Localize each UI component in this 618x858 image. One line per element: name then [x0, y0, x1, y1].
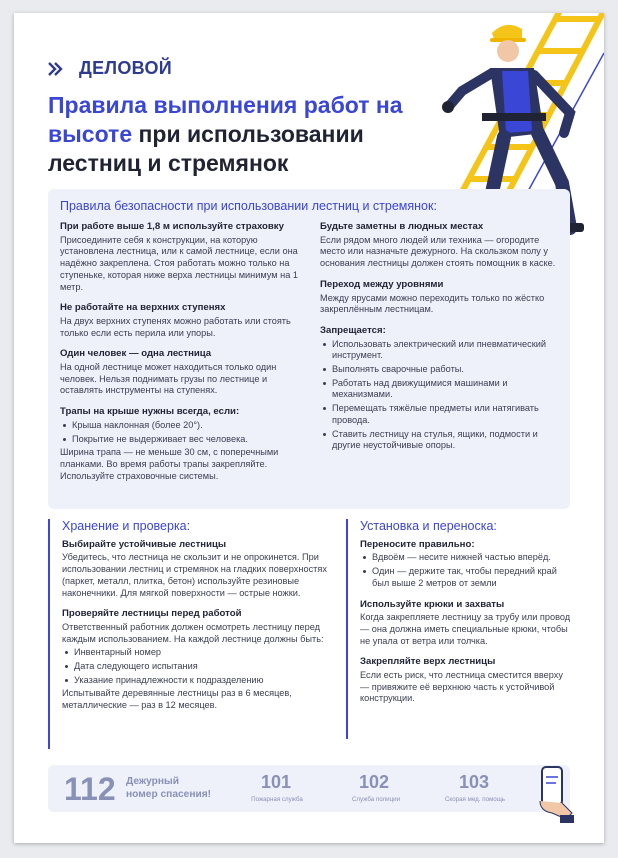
list-item: Крыша наклонная (более 20°). [60, 420, 312, 432]
title-highlight: Правила выполнения работ на высоте [48, 92, 403, 147]
bullet-list [62, 647, 333, 686]
rule-block [60, 302, 312, 339]
rule-text: На двух верхних ступенях можно работать или стоять только если есть перила или упоры. [60, 315, 291, 338]
rule-text: Присоедините себя к конструкции, на которую установлена лестница, или к самой лестнице, если она надёжно закреплена. Стоя работать можно только на ступеньке, которая ниже верха лестницы минимум на 1 метр. [60, 234, 299, 292]
rule-text: Убедитесь, что лестница не скользит и не опрокинется. При использовании лестниц и стремянок на гладких поверхностях (паркет, металл, плитка, бетон) используйте резиновые наконечники. Для мягкой поверхности — острые ножки. [62, 552, 327, 598]
list-item: Указание принадлежности к подразделению [62, 675, 333, 687]
rule-block [62, 539, 333, 600]
rule-block [320, 221, 560, 270]
storage-section [48, 519, 333, 749]
rule-heading: Будьте заметны в людных местах [320, 221, 484, 232]
rule-heading: Один человек — одна лестница [60, 348, 212, 360]
service-number: 101 [261, 772, 292, 792]
rule-text: Если рядом много людей или техника — огородите место или назначьте дежурного. На скользком полу у основания лестницы должен стоять помощник в каске. [320, 234, 556, 269]
rule-text: Испытывайте деревянные лестницы раз в 6 месяцев, металлические — раз в 12 месяцев. [62, 688, 292, 711]
rule-heading: Переход между уровнями [320, 278, 444, 290]
rule-block [360, 656, 571, 705]
title-rest: при использовании лестниц и стремянок [48, 121, 364, 176]
rule-heading: Трапы на крыше нужны всегда, если: [60, 406, 240, 418]
rule-block [62, 608, 333, 712]
main-label-line-2: номер спасения! [126, 788, 212, 800]
phone-in-hand-icon [536, 765, 576, 825]
rule-block [360, 599, 571, 648]
bullet-list [360, 552, 571, 589]
brand-logo [48, 58, 172, 79]
storage-heading: Хранение и проверка: [62, 519, 191, 533]
rule-heading: Не работайте на верхних ступенях [60, 302, 226, 314]
safety-left-column [60, 221, 312, 491]
safety-heading: Правила безопасности при использовании лестниц и стремянок: [60, 199, 437, 213]
rule-block [320, 279, 560, 316]
list-item: Использовать электрический или пневматический инструмент. [320, 339, 560, 362]
rule-block [60, 348, 312, 397]
service-label: Скорая мед. помощь [444, 796, 506, 803]
rule-block [60, 406, 312, 482]
rule-heading: Запрещается: [320, 324, 386, 336]
main-emergency-label [126, 776, 211, 801]
rule-text: На одной лестнице может находиться только один человек. Нельзя поднимать грузы по лестнице и оставлять инструменты на ступенях. [60, 362, 277, 396]
rule-heading: Переносите правильно: [360, 538, 475, 550]
rule-block [320, 325, 560, 452]
list-item: Один — держите так, чтобы передний край был выше 2 метров от земли [360, 566, 571, 589]
bullet-list [320, 339, 560, 452]
service-number: 103 [459, 772, 490, 792]
main-emergency-number: 112 [64, 771, 116, 807]
list-item: Работать над движущимися машинами и механизмами. [320, 378, 560, 401]
rule-text: Когда закрепляете лестницу за трубу или провод — она должна иметь специальные крюки, чтобы не упала от ветра или толчка. [360, 612, 571, 646]
install-section [346, 519, 571, 739]
rule-text: Ширина трапа — не меньше 30 см, с поперечными планками. Во время работы трапы закрепляйте. Используйте страховочные системы. [60, 447, 279, 481]
brand-name: ДЕЛОВОЙ [79, 58, 173, 78]
rule-heading: При работе выше 1,8 м используйте страховку [60, 221, 284, 232]
list-item: Выполнять сварочные работы. [320, 364, 560, 376]
list-item: Вдвоём — несите нижней частью вперёд. [360, 552, 571, 564]
main-label-line-1: Дежурный [126, 776, 180, 787]
list-item: Перемещать тяжёлые предметы или натягивать провода. [320, 403, 560, 426]
poster-sheet [14, 13, 604, 843]
rule-heading: Выбирайте устойчивые лестницы [62, 538, 227, 550]
service-label: Пожарная служба [251, 796, 303, 803]
install-heading: Установка и переноска: [360, 519, 497, 533]
service-label: Служба полиции [351, 796, 401, 803]
rule-block [360, 539, 571, 590]
safety-rules-panel [48, 189, 570, 509]
rule-heading: Закрепляйте верх лестницы [360, 656, 496, 668]
rule-heading: Используйте крюки и захваты [360, 598, 505, 610]
rule-text: Между ярусами можно переходить только по жёстко закреплённым лестницам. [320, 292, 545, 315]
rule-text: Если есть риск, что лестница сместится вверху — привяжите её верхнюю часть к устойчивой конструкции. [360, 670, 563, 704]
list-item: Покрытие не выдерживает вес человека. [60, 434, 312, 446]
brand-mark-icon [48, 62, 72, 76]
list-item: Инвентарный номер [62, 647, 333, 659]
service-number: 102 [359, 772, 390, 792]
bullet-list [60, 420, 312, 445]
rule-heading: Проверяйте лестницы перед работой [62, 608, 242, 620]
emergency-numbers-bar [48, 765, 570, 812]
rule-text: Ответственный работник должен осмотреть лестницу перед каждым использованием. На каждой лестнице должны быть: [62, 621, 324, 644]
list-item: Ставить лестницу на стулья, ящики, подмости и другие неустойчивые опоры. [320, 429, 560, 452]
list-item: Дата следующего испытания [62, 661, 333, 673]
rule-block [60, 221, 312, 293]
safety-right-column [320, 221, 560, 461]
